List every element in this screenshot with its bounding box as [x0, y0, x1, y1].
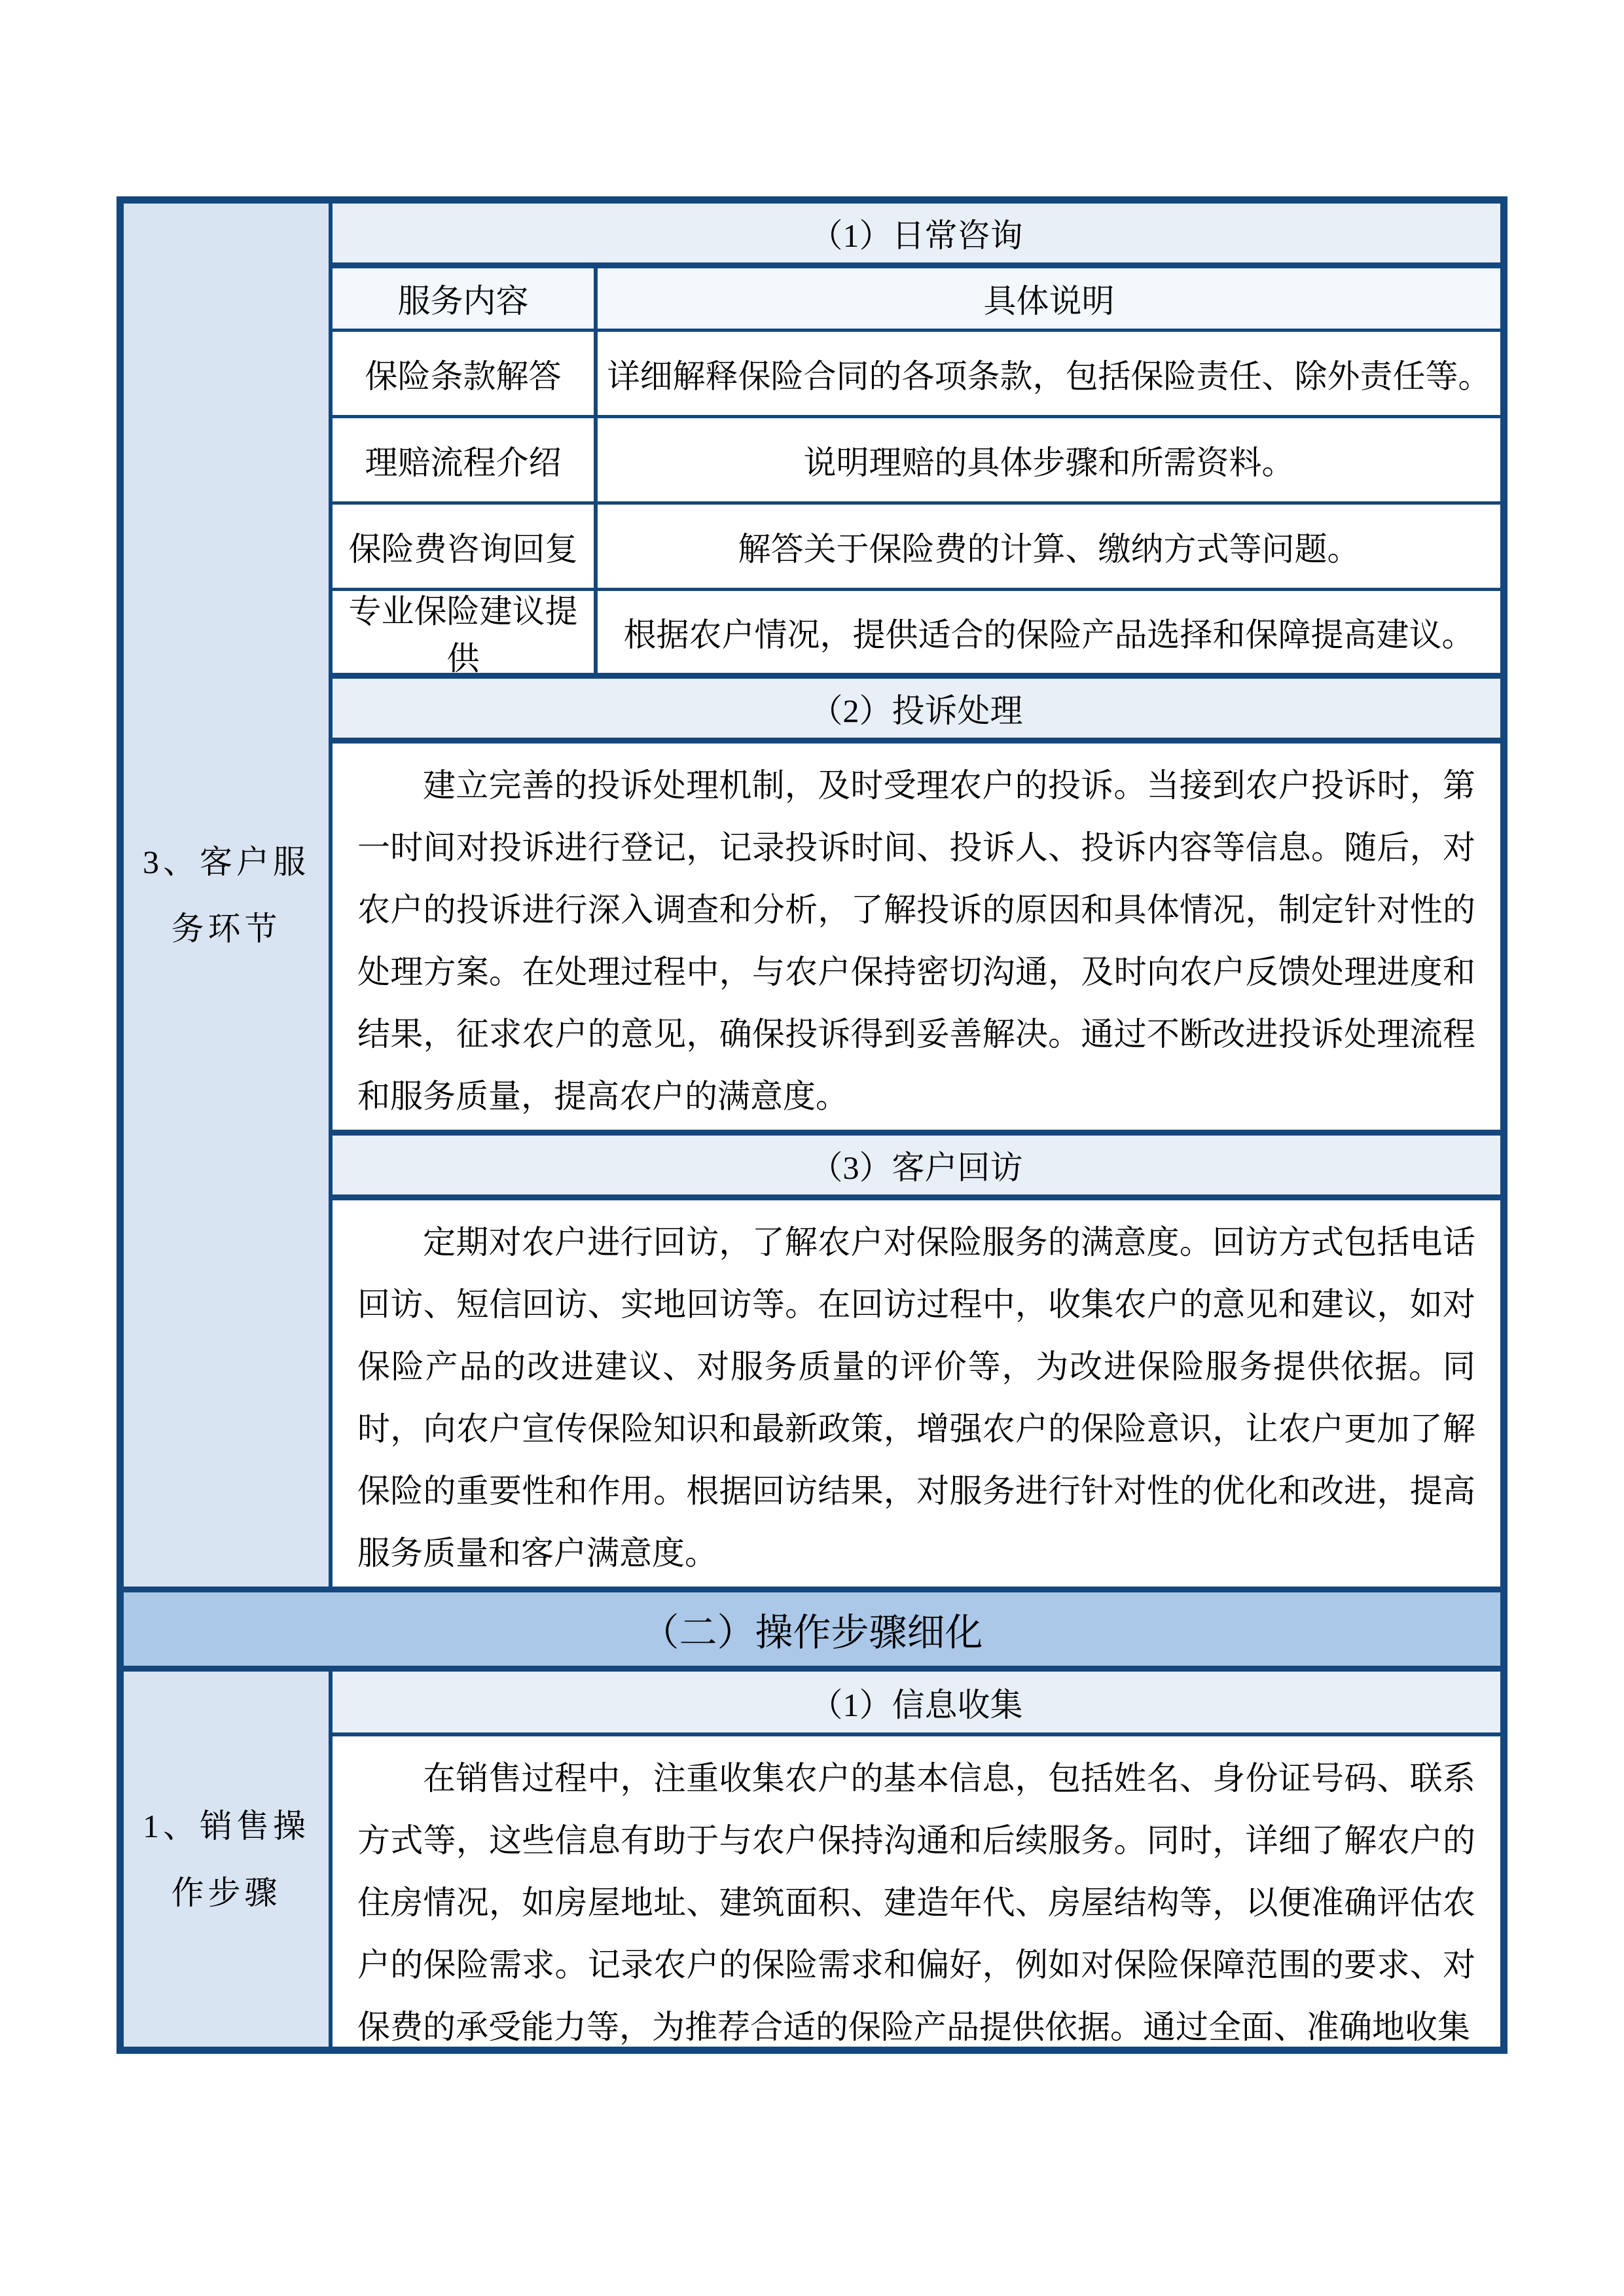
service-detail-cell: 根据农户情况，提供适合的保险产品选择和保障提高建议。: [623, 616, 1475, 653]
column-header-service: 服务内容: [333, 268, 598, 329]
complaint-handling-paragraph: 建立完善的投诉处理机制，及时受理农户的投诉。当接到农户投诉时，第一时间对投诉进行登记，记录投诉时间、投诉人、投诉内容等信息。随后，对农户的投诉进行深入调查和分析，了解投诉的原因和具体情况，制定针对性的处理方案。在处理过程中，与农户保持密切沟通，及时向农户反馈处理进度和结果，征求农户的意见，确保投诉得到妥善解决。通过不断改进投诉处理流程和服务质量，提高农户的满意度。: [333, 744, 1500, 1136]
service-name-cell: 理赔流程介绍: [333, 418, 598, 501]
info-collection-header: （1）信息收集: [333, 1672, 1500, 1736]
service-name-cell: 保险费咨询回复: [333, 505, 598, 588]
sales-steps-section: [124, 1672, 1500, 2047]
column-header-detail: 具体说明: [983, 283, 1115, 319]
row-label-customer-service: 3、客户服务环节: [124, 204, 333, 1587]
row-label-sales-steps: 1、销售操作步骤: [124, 1672, 333, 2047]
service-detail-cell: 说明理赔的具体步骤和所需资料。: [803, 444, 1295, 481]
service-name-cell: 保险条款解答: [333, 332, 598, 415]
table-row: [333, 332, 1500, 418]
section-band-header: （二）操作步骤细化: [124, 1587, 1500, 1672]
customer-followup-header: （3）客户回访: [333, 1136, 1500, 1200]
table-row: [333, 591, 1500, 679]
customer-service-section: [124, 204, 1500, 1587]
customer-followup-paragraph: 定期对农户进行回访，了解农户对保险服务的满意度。回访方式包括电话回访、短信回访、实地回访等。在回访过程中，收集农户的意见和建议，如对保险产品的改进建议、对服务质量的评价等，为改进保险服务提供依据。同时，向农户宣传保险知识和最新政策，增强农户的保险意识，让农户更加了解保险的重要性和作用。根据回访结果，对服务进行针对性的优化和改进，提高服务质量和客户满意度。: [333, 1200, 1500, 1587]
complaint-handling-header: （2）投诉处理: [333, 679, 1500, 744]
sales-steps-content: [333, 1672, 1500, 2047]
service-detail-cell: 解答关于保险费的计算、缴纳方式等问题。: [738, 530, 1360, 567]
service-process-table: [117, 196, 1507, 2054]
customer-service-content: [333, 204, 1500, 1587]
daily-consultation-header: （1）日常咨询: [333, 204, 1500, 268]
table-row: [333, 418, 1500, 505]
service-detail-cell: 详细解释保险合同的各项条款，包括保险责任、除外责任等。: [607, 357, 1491, 395]
service-name-cell: 专业保险建议提供: [333, 591, 598, 673]
info-collection-paragraph: 在销售过程中，注重收集农户的基本信息，包括姓名、身份证号码、联系方式等，这些信息有助于与农户保持沟通和后续服务。同时，详细了解农户的住房情况，如房屋地址、建筑面积、建造年代、房屋结构等，以便准确评估农户的保险需求。记录农户的保险需求和偏好，例如对保险保障范围的要求、对保费的承受能力等，为推荐合适的保险产品提供依据。通过全面、准确地收集: [333, 1736, 1500, 2047]
table-row: [333, 505, 1500, 591]
subtable-header-row: [333, 268, 1500, 332]
